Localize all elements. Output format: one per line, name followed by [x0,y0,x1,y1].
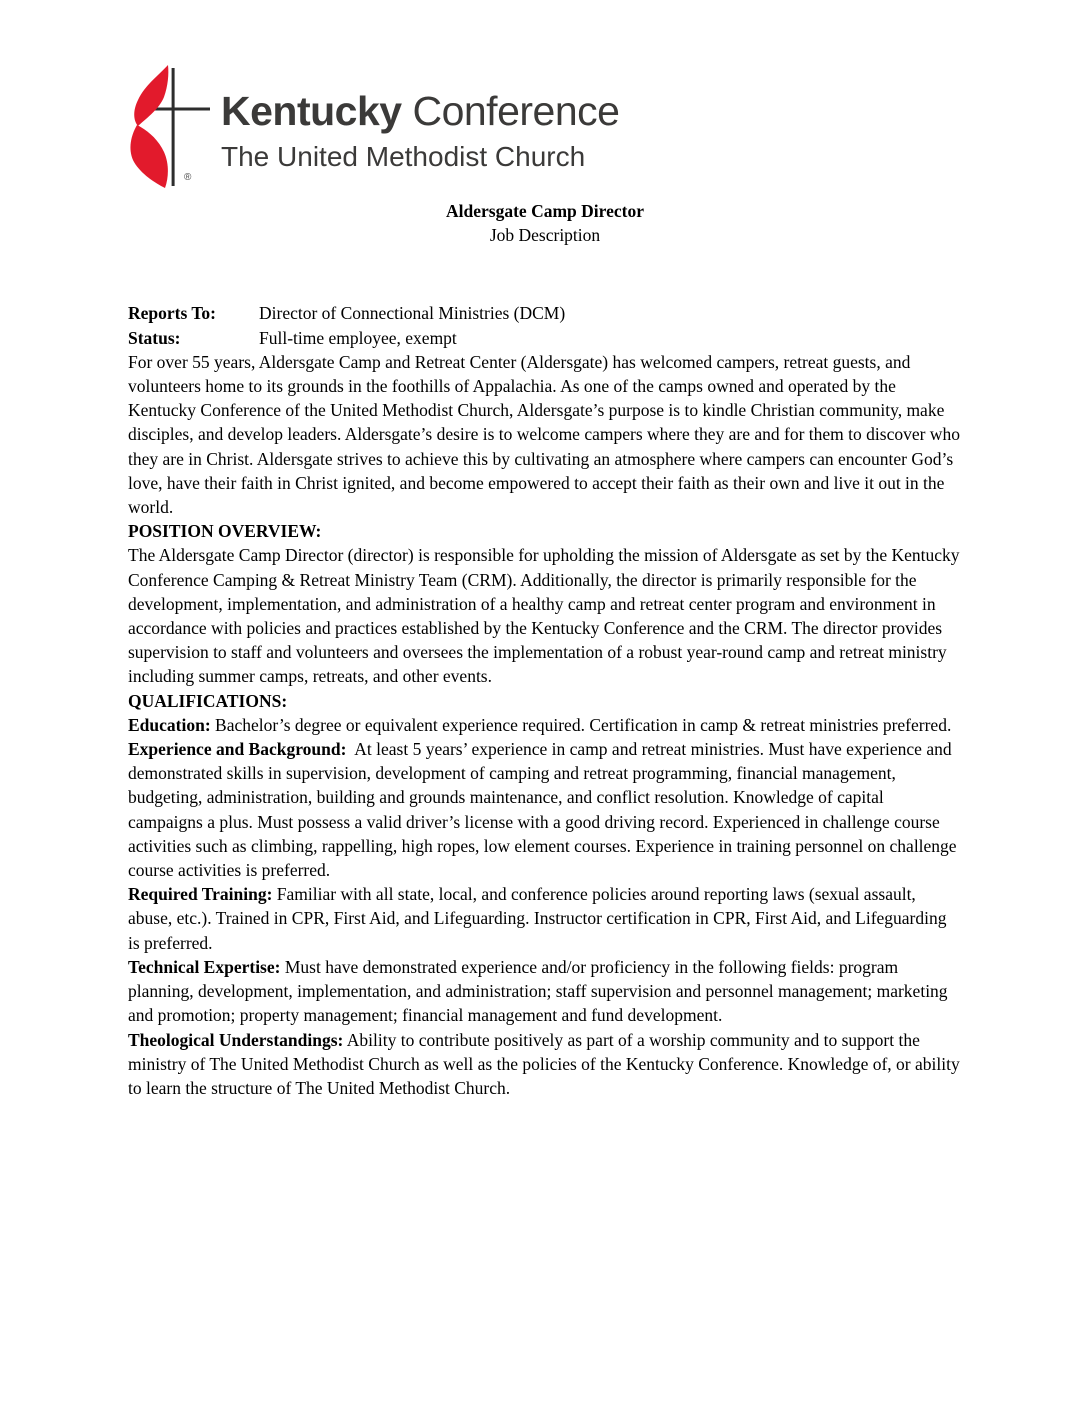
qualification-required-training [128,882,962,955]
qualification-label: Technical Expertise: [128,956,281,977]
title-block [128,199,962,247]
conference-name-light: Conference [412,88,620,134]
qualification-label: Theological Understandings: [128,1029,344,1050]
qualification-education [128,713,962,737]
document-subtitle: Job Description [489,225,601,246]
qualification-text: Must have demonstrated experience and/or proficiency in the following fields: program planning, development, implementation, and administration; staff supervision and personnel management; marketing and promotion; property management; financial management and fund development. [128,956,948,1026]
logo-text [221,62,619,171]
registered-trademark-symbol: ® [184,172,192,183]
conference-name [221,88,620,134]
meta-row-status [128,326,962,350]
qualification-label: Education: [128,714,211,735]
qualification-text: Bachelor’s degree or equivalent experience required. Certification in camp & retreat ministries preferred. [215,714,952,735]
cross-and-flame-icon [118,62,218,194]
intro-paragraph: For over 55 years, Aldersgate Camp and Retreat Center (Aldersgate) has welcomed campers, retreat guests, and volunteers home to its grounds in the foothills of Appalachia. As one of the camps owned and operated by the Kentucky Conference of the United Methodist Church, Aldersgate’s purpose is to kindle Christian community, make disciples, and develop leaders. Aldersgate’s desire is to welcome campers where they are and for them to discover who they are in Christ. Aldersgate strives to achieve this by cultivating an atmosphere where campers can encounter God’s love, have their faith in Christ ignited, and become empowered to accept their faith as their own and live it out in the world. [128,351,960,518]
qualification-text: At least 5 years’ experience in camp and retreat ministries. Must have experience and demonstrated skills in supervision, development of camping and retreat programming, financial management, budgeting, administration, building and grounds maintenance, and conflict resolution. Knowledge of capital campaigns a plus. Must possess a valid driver’s license with a good driving record. Experienced in challenge course activities such as climbing, rappelling, high ropes, low element courses. Experience in training personnel on challenge course activities is preferred. [128,739,957,881]
qualification-theological-understandings [128,1028,962,1101]
meta-label: Reports To: [128,303,216,324]
section-heading-position-overview: POSITION OVERVIEW: [128,521,322,542]
qualification-experience-background [128,737,962,882]
document-body [128,199,962,1100]
umc-logo [118,62,218,194]
denomination-name: The United Methodist Church [221,141,586,172]
position-overview-paragraph: The Aldersgate Camp Director (director) is responsible for upholding the mission of Aldersgate as set by the Kentucky Conference Camping & Retreat Ministry Team (CRM). Additionally, the director is primarily responsible for the development, implementation, and administration of a healthy camp and retreat center program and environment in accordance with policies and practices established by the Kentucky Conference and the CRM. The director provides supervision to staff and volunteers and oversees the implementation of a robust year-round camp and retreat ministry including summer camps, retreats, and other events. [128,545,960,687]
qualification-label: Required Training: [128,884,273,905]
conference-name-bold: Kentucky [221,88,402,134]
qualification-technical-expertise [128,955,962,1028]
meta-row-reports-to [128,301,962,325]
meta-value: Full-time employee, exempt [259,327,457,348]
qualification-text: Ability to contribute positively as part of a worship community and to support the ministry of The United Methodist Church as well as the policies of the Kentucky Conference. Knowledge of, or ability to learn the structure of The United Methodist Church. [128,1029,960,1098]
section-heading-qualifications: QUALIFICATIONS: [128,690,288,711]
document-title: Aldersgate Camp Director [446,201,644,221]
letterhead [118,62,619,194]
meta-label: Status: [128,327,181,348]
qualification-text: Familiar with all state, local, and conference policies around reporting laws (sexual assault, abuse, etc.). Trained in CPR, First Aid, and Lifeguarding. Instructor certification in CPR, First Aid, and Lifeguarding is preferred. [128,884,947,953]
meta-value: Director of Connectional Ministries (DCM) [259,303,566,324]
qualification-label: Experience and Background: [128,739,347,760]
meta-block [128,301,962,349]
